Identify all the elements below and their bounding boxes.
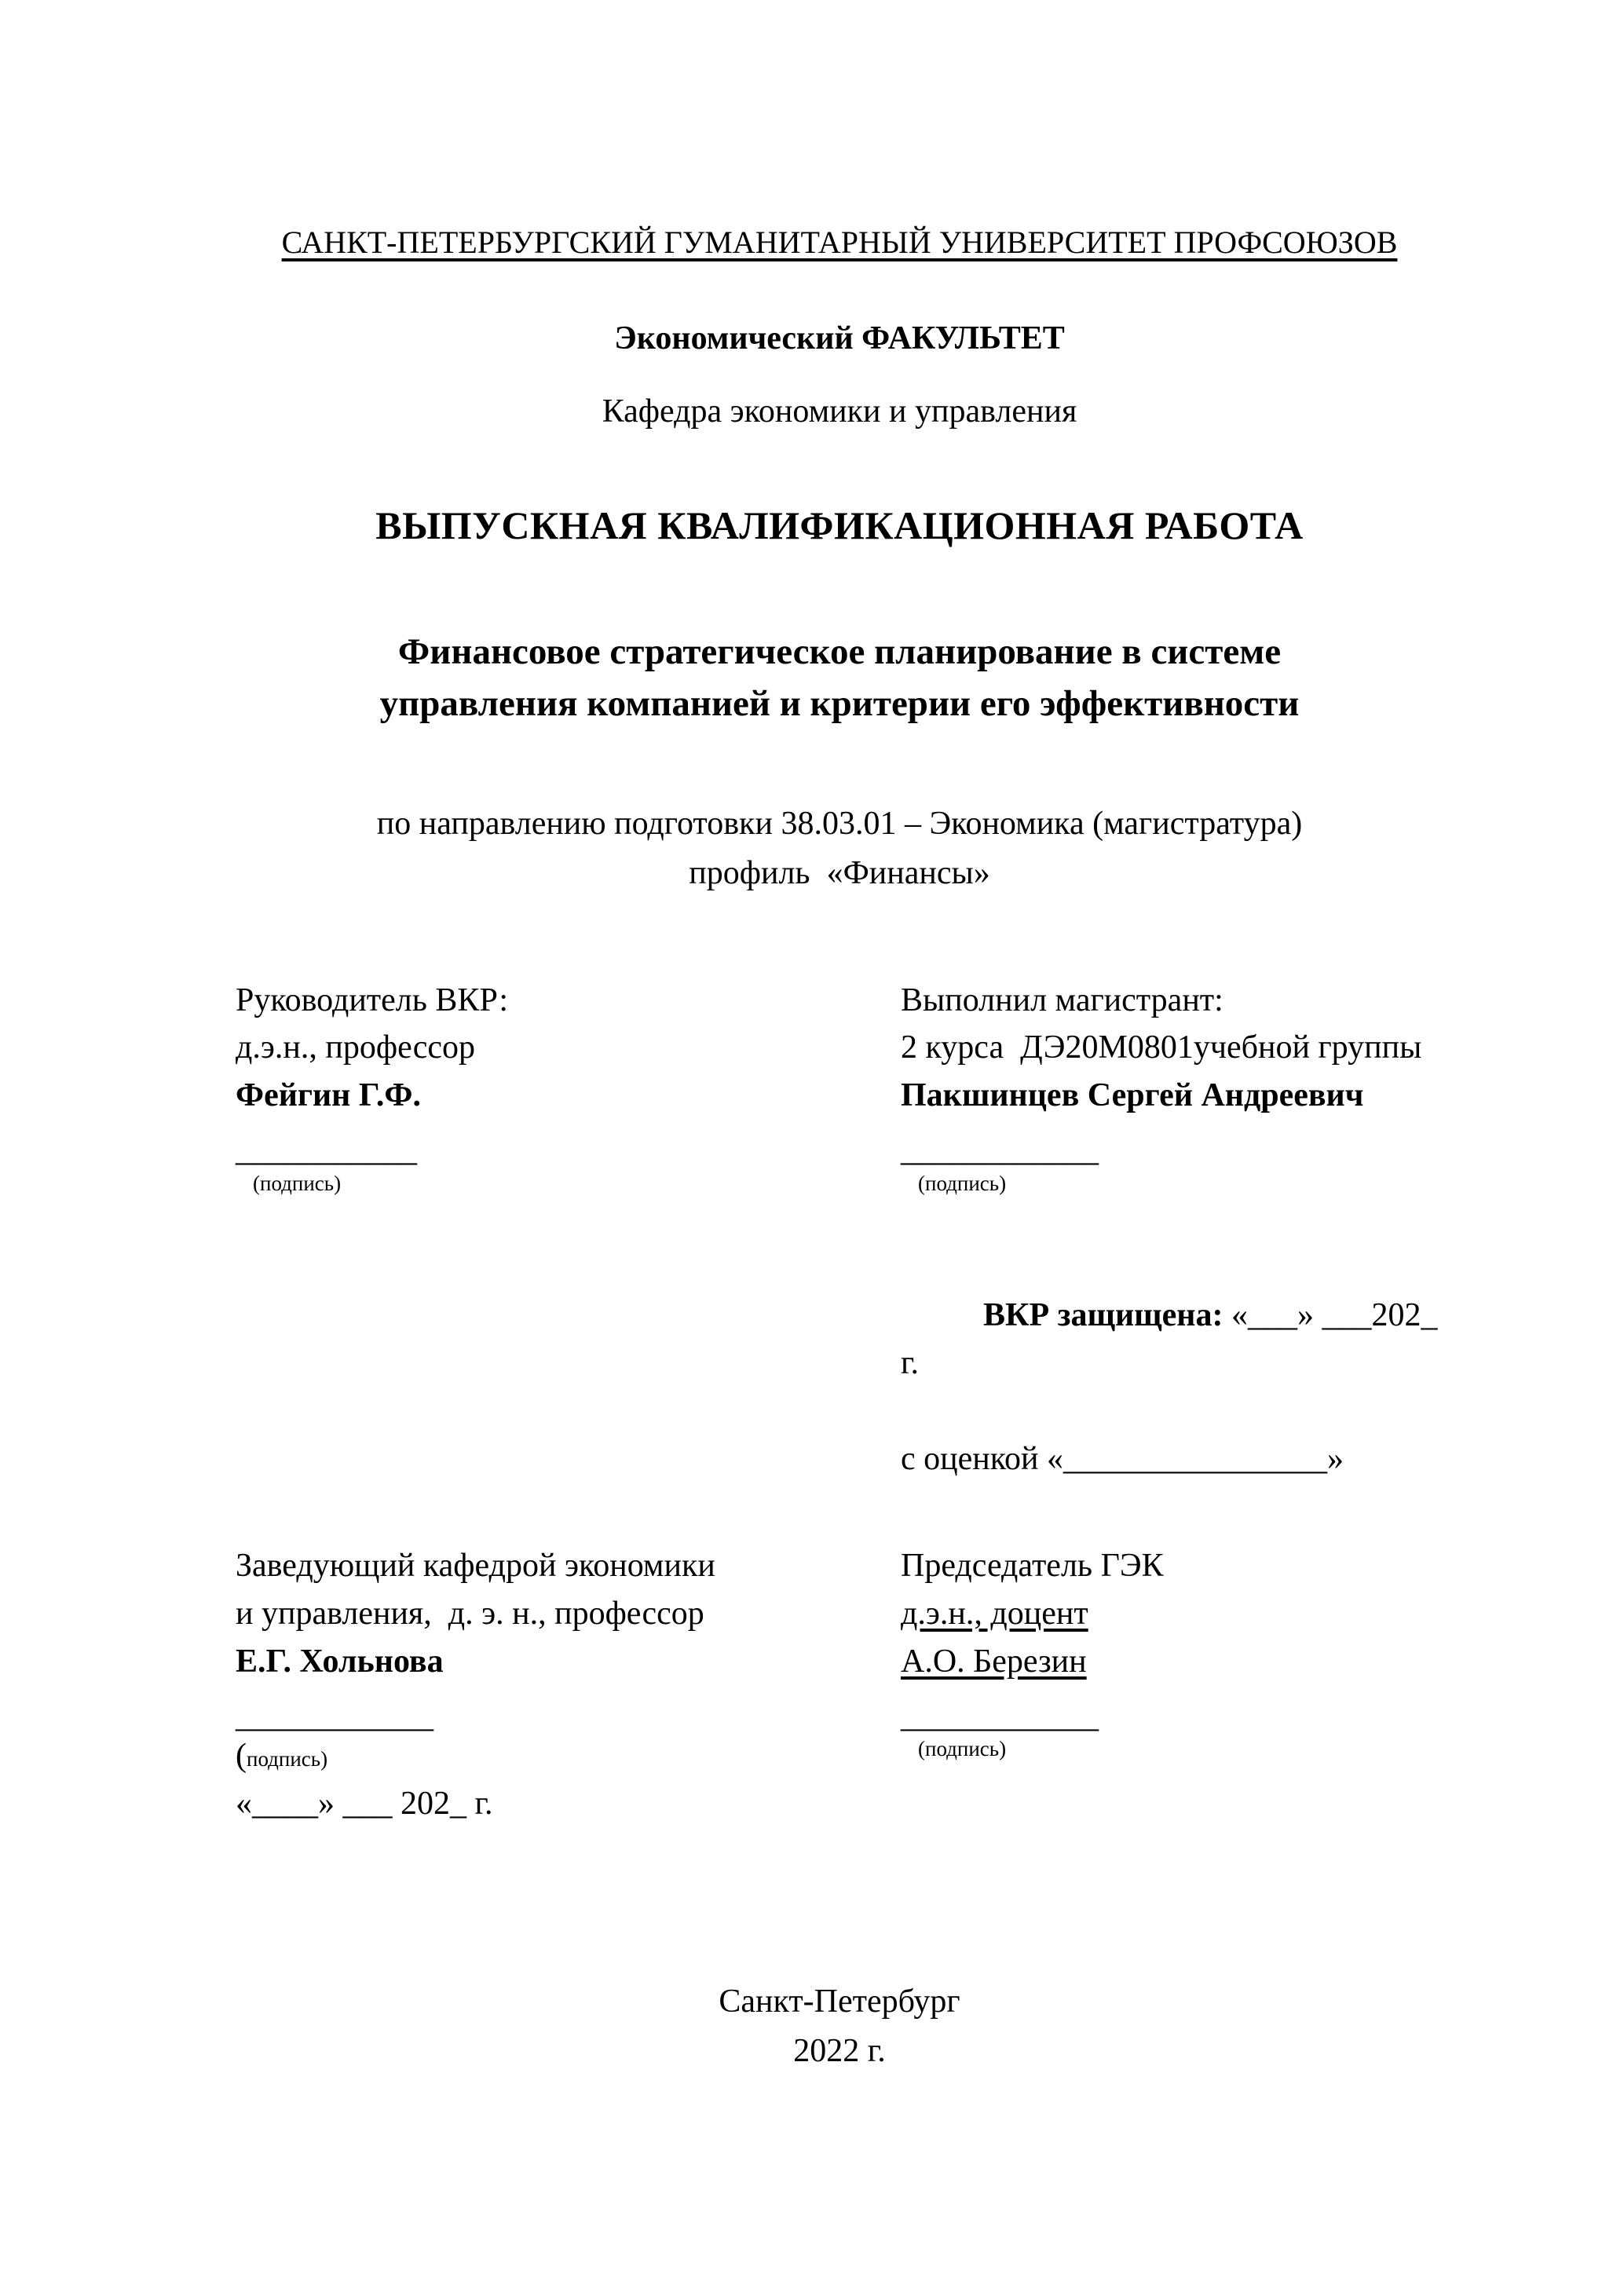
- supervisor-signature-line: ___________: [236, 1132, 417, 1169]
- profile-line: профиль «Финансы»: [689, 854, 990, 891]
- student-name: Пакшинцев Сергей Андреевич: [901, 1077, 1364, 1114]
- chair-signature-line: ____________: [901, 1698, 1099, 1735]
- defense-block: [901, 1245, 1446, 1483]
- head-of-department-block: [236, 1542, 901, 1828]
- supervisor-block: [236, 977, 901, 1483]
- supervisor-role: Руководитель ВКР:: [236, 982, 509, 1018]
- head-signature-line: ____________: [236, 1698, 433, 1735]
- supervisor-name: Фейгин Г.Ф.: [236, 1077, 421, 1114]
- program-line: по направлению подготовки 38.03.01 – Экономика (магистратура): [376, 805, 1303, 842]
- student-signature-line: ____________: [901, 1132, 1099, 1169]
- head-date-line: «____» ___ 202_ г.: [236, 1786, 493, 1823]
- thesis-title-line-1: Финансовое стратегическое планирование в системе: [397, 631, 1282, 672]
- chair-role: Председатель ГЭК: [901, 1548, 1164, 1584]
- head-signature-label-paren: (: [236, 1738, 247, 1775]
- signatures-row-2: [236, 1542, 1443, 1828]
- thesis-title-line-2: управления компанией и критерии его эффективности: [379, 682, 1300, 724]
- defense-date-line: [901, 1245, 1446, 1436]
- chair-signature-label: (подпись): [918, 1737, 1007, 1761]
- faculty-name: Экономический ФАКУЛЬТЕТ: [614, 320, 1065, 356]
- thesis-title: [236, 627, 1443, 730]
- committee-chair-block: [901, 1542, 1443, 1828]
- footer-year: 2022 г.: [793, 2033, 886, 2070]
- head-signature-label-text: подпись): [247, 1747, 328, 1771]
- head-signature-label: [236, 1738, 901, 1774]
- student-block: [901, 977, 1446, 1483]
- work-type-heading: ВЫПУСКНАЯ КВАЛИФИКАЦИОННАЯ РАБОТА: [375, 503, 1304, 547]
- student-group: 2 курса ДЭ20М0801учебной группы: [901, 1029, 1422, 1066]
- defense-grade-line: с оценкой «________________»: [901, 1441, 1344, 1478]
- head-name: Е.Г. Хольнова: [236, 1643, 444, 1680]
- footer-city: Санкт-Петербург: [719, 1983, 960, 2020]
- student-signature-label: (подпись): [918, 1171, 1007, 1195]
- department-name: Кафедра экономики и управления: [602, 393, 1077, 430]
- footer-block: [236, 1977, 1443, 2076]
- program-block: [236, 799, 1443, 898]
- chair-degree: д.э.н., доцент: [901, 1595, 1088, 1632]
- defense-date-label: ВКР защищена:: [983, 1297, 1223, 1334]
- head-role-line-1: Заведующий кафедрой экономики: [236, 1548, 715, 1584]
- student-role: Выполнил магистрант:: [901, 982, 1223, 1018]
- head-role-line-2: и управления, д. э. н., профессор: [236, 1595, 704, 1632]
- defense-date-value: «___» ___202_ г.: [901, 1297, 1446, 1382]
- chair-name: А.О. Березин: [901, 1643, 1087, 1680]
- supervisor-signature-label: (подпись): [253, 1171, 342, 1195]
- signatures-row-1: [236, 977, 1446, 1483]
- university-name: САНКТ-ПЕТЕРБУРГСКИЙ ГУМАНИТАРНЫЙ УНИВЕРСИТЕТ ПРОФСОЮЗОВ: [281, 225, 1398, 260]
- supervisor-degree: д.э.н., профессор: [236, 1029, 476, 1066]
